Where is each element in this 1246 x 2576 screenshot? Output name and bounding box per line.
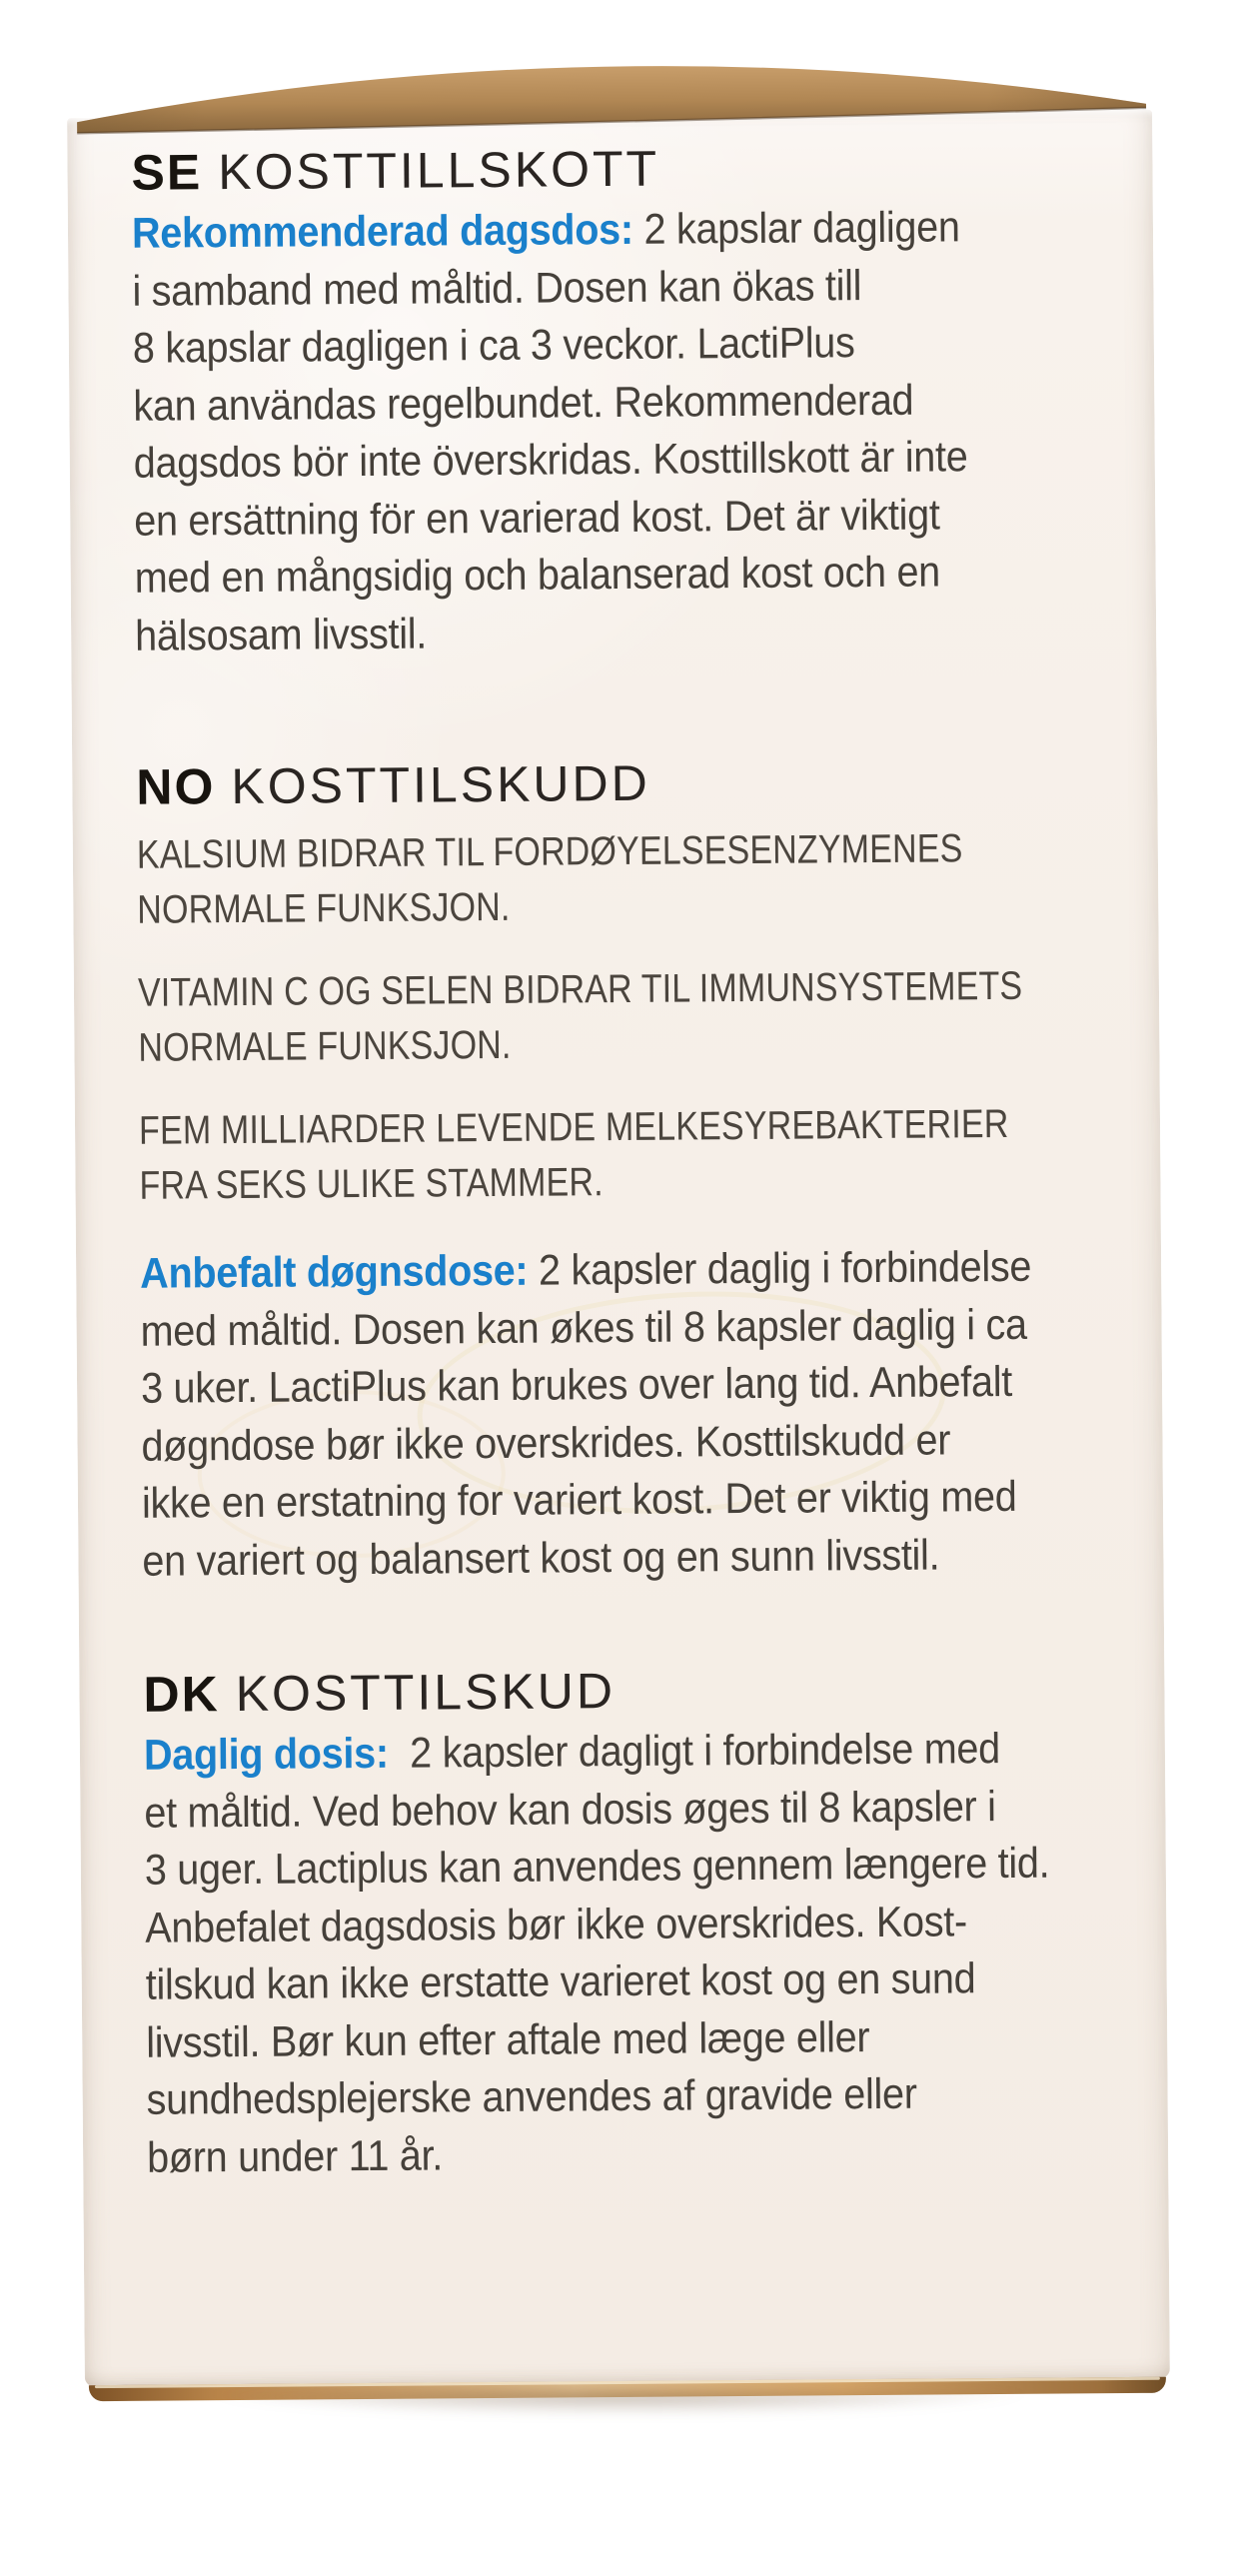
text-line: VITAMIN C OG SELEN BIDRAR TIL IMMUNSYSTEMETS — [137, 963, 1023, 1015]
text-line: 8 kapslar dagligen i ca 3 veckor. LactiPlus — [132, 319, 855, 373]
text-line: hälsosam livsstil. — [134, 609, 428, 660]
text-line: børn under 11 år. — [146, 2130, 444, 2182]
panel-text — [131, 136, 1156, 2187]
text-line: kan användas regelbundet. Rekommenderad — [133, 376, 914, 431]
text-line: livsstil. Bør kun efter aftale med læge eller — [146, 2012, 870, 2067]
text-line: ikke en erstatning for variert kost. Det er viktig med — [141, 1472, 1017, 1528]
text-line: 3 uger. Lactiplus kan anvendes gennem længere tid. — [144, 1839, 1050, 1895]
dk-dosage-paragraph — [144, 1720, 1157, 2187]
text-line: NORMALE FUNKSJON. — [137, 884, 511, 932]
no-dosage-paragraph — [140, 1238, 1152, 1591]
text-line: NORMALE FUNKSJON. — [138, 1022, 512, 1070]
se-title: KOSTTILLSKOTT — [218, 140, 660, 201]
dk-title: KOSTTILSKUD — [235, 1663, 617, 1723]
no-claim-bacteria — [139, 1096, 1149, 1214]
text-line: en variert og balansert kost og en sunn livsstil. — [142, 1530, 940, 1586]
box-drop-shadow — [66, 2392, 1171, 2424]
no-lang-code: NO — [136, 758, 216, 815]
text-line: i samband med måltid. Dosen kan ökas till — [132, 261, 862, 316]
text-line — [144, 1720, 1073, 1785]
text-line: tilskud kan ikke erstatte varieret kost og en sund — [145, 1954, 976, 2009]
dk-dose-text: 2 kapsler dagligt i forbindelse med — [409, 1725, 1001, 1778]
se-dosage-paragraph — [132, 198, 1145, 665]
no-title: KOSTTILSKUDD — [231, 754, 650, 815]
section-se — [131, 136, 1144, 665]
box-top-flap — [63, 46, 1163, 155]
text-line: en ersättning för en varierad kost. Det är viktigt — [134, 490, 940, 546]
text-line: KALSIUM BIDRAR TIL FORDØYELSESENZYMENES — [136, 826, 963, 877]
text-line — [140, 1238, 1069, 1303]
no-heading — [136, 750, 1145, 816]
text-line: døgndose bør ikke overskrides. Kosttilskudd er — [141, 1415, 951, 1471]
no-claims — [137, 820, 1149, 1214]
no-claim-calcium — [137, 820, 1147, 938]
text-line: FEM MILLIARDER LEVENDE MELKESYREBAKTERIER — [138, 1101, 1009, 1153]
dk-heading — [143, 1658, 1152, 1724]
section-no — [136, 750, 1152, 1591]
se-dose-label: Rekommenderad dagsdos: — [131, 205, 633, 258]
section-dk — [143, 1658, 1156, 2187]
dk-dose-label: Daglig dosis: — [143, 1729, 389, 1780]
text-line: et måltid. Ved behov kan dosis øges til 8 kapsler i — [144, 1782, 996, 1838]
text-line: dagsdos bör inte överskridas. Kosttillskott är inte — [133, 433, 968, 488]
text-line: med måltid. Dosen kan økes til 8 kapsler daglig i ca — [140, 1300, 1027, 1356]
no-dose-text: 2 kapsler daglig i forbindelse — [538, 1242, 1032, 1295]
text-line: sundhedsplejerske anvendes af gravide eller — [146, 2069, 917, 2124]
no-claim-vitamin-c — [138, 958, 1148, 1076]
text-line: FRA SEKS ULIKE STAMMER. — [139, 1160, 604, 1208]
se-lang-code: SE — [131, 144, 203, 201]
no-dose-label: Anbefalt døgnsdose: — [139, 1246, 529, 1298]
text-line — [132, 199, 1061, 264]
text-line: 3 uker. LactiPlus kan brukes over lang tid. Anbefalt — [140, 1357, 1013, 1413]
text-line: med en mångsidig och balanserad kost och en — [134, 548, 941, 603]
dk-lang-code: DK — [143, 1666, 220, 1723]
se-dose-text: 2 kapslar dagligen — [643, 203, 960, 254]
text-line: Anbefalet dagsdosis bør ikke overskrides. Kost- — [145, 1897, 968, 1952]
box-front-panel — [67, 110, 1170, 2386]
